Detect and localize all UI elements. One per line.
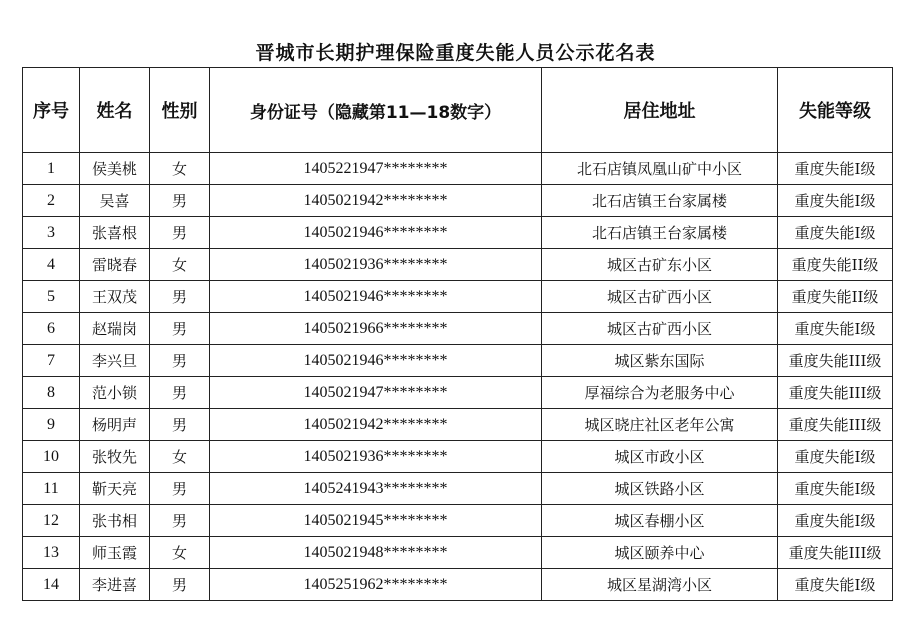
cell-name: 李兴旦 <box>80 345 150 377</box>
cell-disability-level: 重度失能Ⅰ级 <box>778 473 893 505</box>
cell-gender: 男 <box>150 313 210 345</box>
cell-name: 师玉霞 <box>80 537 150 569</box>
cell-address: 城区晓庄社区老年公寓 <box>542 409 778 441</box>
cell-address: 城区春棚小区 <box>542 505 778 537</box>
cell-gender: 男 <box>150 281 210 313</box>
cell-disability-level: 重度失能Ⅰ级 <box>778 569 893 601</box>
cell-address: 厚福综合为老服务中心 <box>542 377 778 409</box>
cell-gender: 男 <box>150 473 210 505</box>
header-name: 姓名 <box>80 68 150 153</box>
cell-id-number: 1405021945******** <box>210 505 542 537</box>
cell-disability-level: 重度失能III级 <box>778 537 893 569</box>
cell-id-number: 1405021946******** <box>210 281 542 313</box>
cell-address: 城区古矿东小区 <box>542 249 778 281</box>
cell-address: 城区古矿西小区 <box>542 313 778 345</box>
cell-id-number: 1405221947******** <box>210 153 542 185</box>
cell-disability-level: 重度失能III级 <box>778 409 893 441</box>
cell-gender: 女 <box>150 153 210 185</box>
cell-name: 吴喜 <box>80 185 150 217</box>
cell-disability-level: 重度失能III级 <box>778 377 893 409</box>
cell-id-number: 1405021948******** <box>210 537 542 569</box>
cell-name: 张牧先 <box>80 441 150 473</box>
cell-name: 范小锁 <box>80 377 150 409</box>
cell-disability-level: 重度失能Ⅰ级 <box>778 153 893 185</box>
cell-serial-number: 11 <box>23 473 80 505</box>
cell-gender: 男 <box>150 345 210 377</box>
cell-id-number: 1405021946******** <box>210 217 542 249</box>
table-row <box>23 249 893 281</box>
cell-gender: 男 <box>150 409 210 441</box>
cell-id-number: 1405021946******** <box>210 345 542 377</box>
cell-name: 靳天亮 <box>80 473 150 505</box>
table-row <box>23 345 893 377</box>
cell-id-number: 1405251962******** <box>210 569 542 601</box>
header-address: 居住地址 <box>542 68 778 153</box>
header-id-number: 身份证号（隐藏第11—18数字） <box>210 68 542 153</box>
cell-serial-number: 2 <box>23 185 80 217</box>
cell-id-number: 1405241943******** <box>210 473 542 505</box>
cell-gender: 男 <box>150 505 210 537</box>
table-row <box>23 281 893 313</box>
cell-id-number: 1405021947******** <box>210 377 542 409</box>
cell-id-number: 1405021936******** <box>210 249 542 281</box>
cell-id-number: 1405021936******** <box>210 441 542 473</box>
cell-id-number: 1405021942******** <box>210 185 542 217</box>
cell-name: 张书相 <box>80 505 150 537</box>
cell-address: 城区颐养中心 <box>542 537 778 569</box>
cell-gender: 男 <box>150 569 210 601</box>
cell-serial-number: 6 <box>23 313 80 345</box>
cell-serial-number: 13 <box>23 537 80 569</box>
cell-address: 城区紫东国际 <box>542 345 778 377</box>
header-serial-number: 序号 <box>23 68 80 153</box>
cell-serial-number: 10 <box>23 441 80 473</box>
cell-address: 城区古矿西小区 <box>542 281 778 313</box>
cell-address: 城区星湖湾小区 <box>542 569 778 601</box>
cell-name: 雷晓春 <box>80 249 150 281</box>
table-row <box>23 473 893 505</box>
cell-serial-number: 1 <box>23 153 80 185</box>
cell-name: 李进喜 <box>80 569 150 601</box>
cell-serial-number: 14 <box>23 569 80 601</box>
cell-serial-number: 4 <box>23 249 80 281</box>
cell-disability-level: 重度失能Ⅰ级 <box>778 185 893 217</box>
cell-disability-level: 重度失能Ⅰ级 <box>778 217 893 249</box>
roster-table <box>22 67 893 601</box>
table-row <box>23 537 893 569</box>
page-title: 晋城市长期护理保险重度失能人员公示花名表 <box>255 42 656 64</box>
cell-address: 北石店镇王台家属楼 <box>542 185 778 217</box>
cell-address: 北石店镇王台家属楼 <box>542 217 778 249</box>
cell-gender: 男 <box>150 377 210 409</box>
header-disability-level: 失能等级 <box>778 68 893 153</box>
cell-gender: 女 <box>150 537 210 569</box>
cell-name: 杨明声 <box>80 409 150 441</box>
table-row <box>23 153 893 185</box>
table-row <box>23 569 893 601</box>
cell-gender: 男 <box>150 217 210 249</box>
cell-gender: 女 <box>150 249 210 281</box>
table-row <box>23 185 893 217</box>
cell-id-number: 1405021942******** <box>210 409 542 441</box>
cell-name: 张喜根 <box>80 217 150 249</box>
cell-disability-level: 重度失能Ⅰ级 <box>778 505 893 537</box>
cell-address: 北石店镇凤凰山矿中小区 <box>542 153 778 185</box>
table-row <box>23 377 893 409</box>
table-row <box>23 505 893 537</box>
cell-name: 王双茂 <box>80 281 150 313</box>
cell-serial-number: 12 <box>23 505 80 537</box>
cell-disability-level: 重度失能Ⅰ级 <box>778 313 893 345</box>
cell-id-number: 1405021966******** <box>210 313 542 345</box>
cell-disability-level: 重度失能II级 <box>778 249 893 281</box>
table-body <box>23 153 893 601</box>
cell-serial-number: 9 <box>23 409 80 441</box>
cell-name: 侯美桃 <box>80 153 150 185</box>
cell-disability-level: 重度失能Ⅰ级 <box>778 441 893 473</box>
table-row <box>23 409 893 441</box>
header-row <box>23 68 893 153</box>
table-row <box>23 217 893 249</box>
cell-serial-number: 5 <box>23 281 80 313</box>
cell-gender: 女 <box>150 441 210 473</box>
cell-address: 城区铁路小区 <box>542 473 778 505</box>
header-gender: 性别 <box>150 68 210 153</box>
cell-disability-level: 重度失能II级 <box>778 281 893 313</box>
cell-serial-number: 3 <box>23 217 80 249</box>
cell-serial-number: 7 <box>23 345 80 377</box>
cell-name: 赵瑞岗 <box>80 313 150 345</box>
cell-serial-number: 8 <box>23 377 80 409</box>
table-row <box>23 313 893 345</box>
cell-gender: 男 <box>150 185 210 217</box>
table-row <box>23 441 893 473</box>
cell-disability-level: 重度失能III级 <box>778 345 893 377</box>
cell-address: 城区市政小区 <box>542 441 778 473</box>
